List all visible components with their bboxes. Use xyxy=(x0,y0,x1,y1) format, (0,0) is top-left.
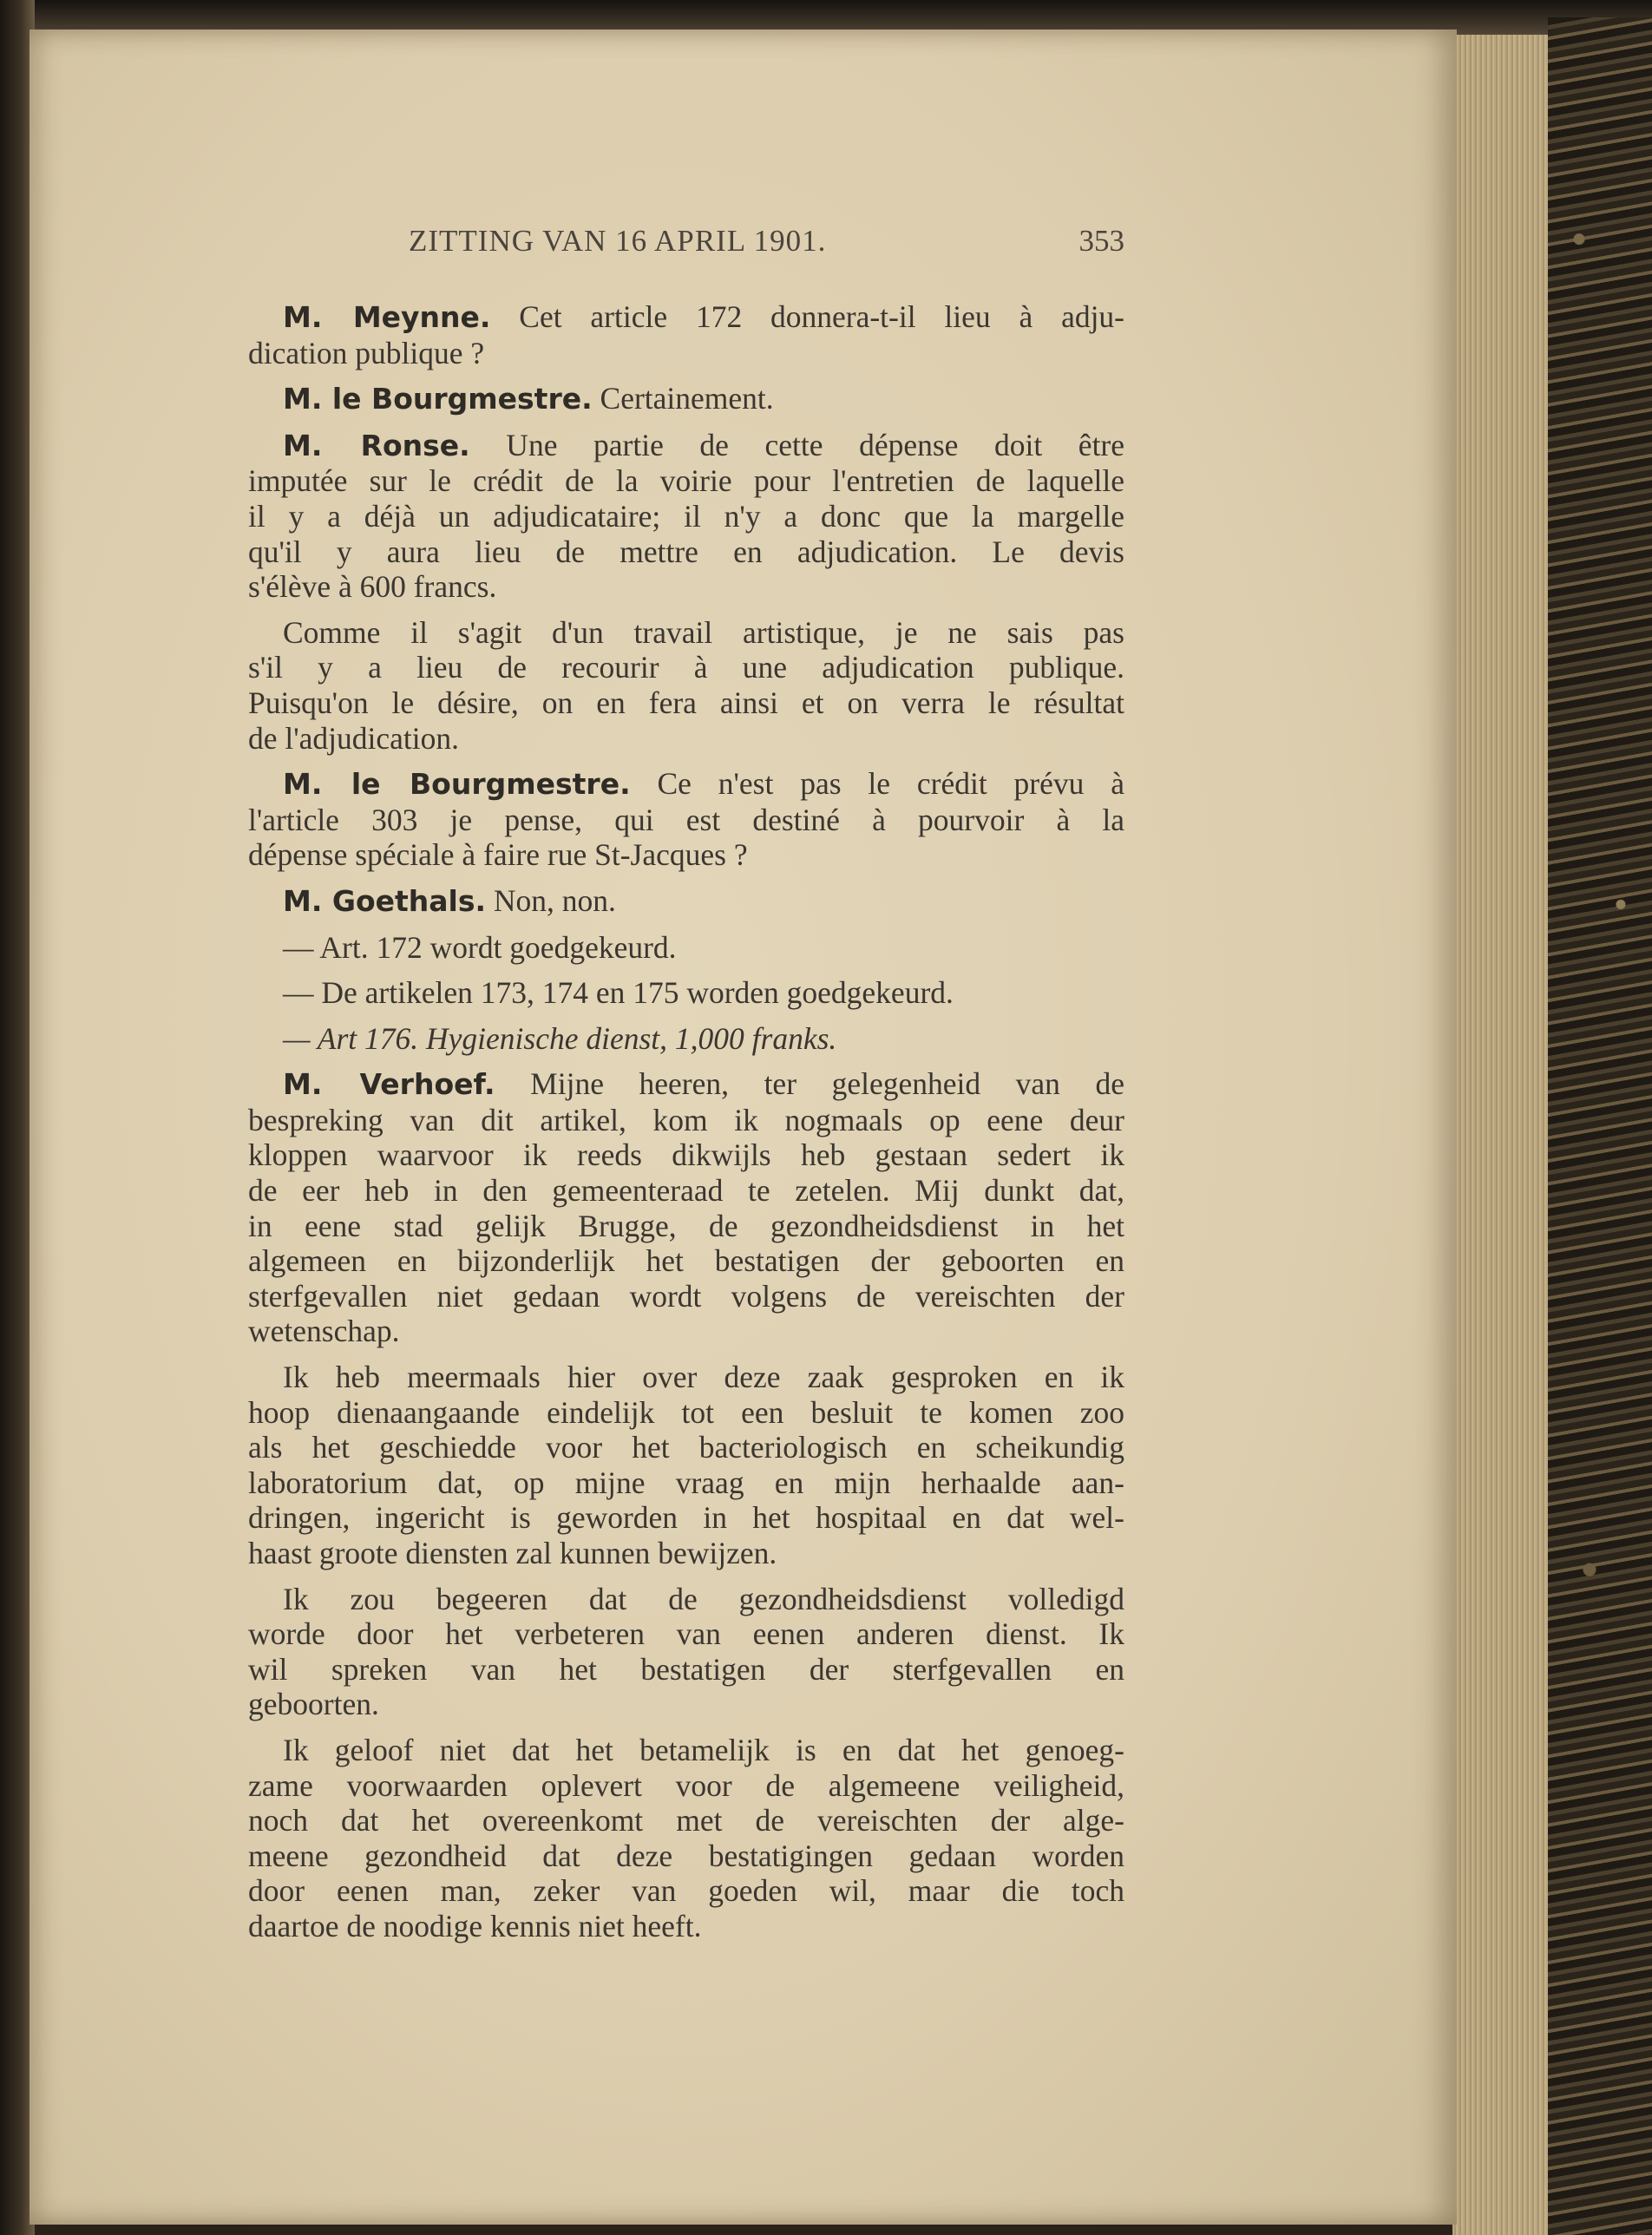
paragraph xyxy=(213,883,1124,920)
line-text: s'il y a lieu de recourir à une adjudication publique. xyxy=(248,650,1124,685)
text-line xyxy=(213,1209,1124,1244)
line-text: hoop dienaangaande eindelijk tot een besluit te komen zoo xyxy=(248,1394,1124,1430)
line-text: il y a déjà un adjudicataire; il n'y a donc que la margelle xyxy=(248,498,1124,534)
line-text: — Art. 172 wordt goedgekeurd. xyxy=(283,929,677,965)
line-text: qu'il y aura lieu de mettre en adjudication. Le devis xyxy=(248,534,1124,569)
line-text: s'élève à 600 francs. xyxy=(248,569,497,605)
paragraph xyxy=(213,381,1124,417)
paragraph xyxy=(213,299,1124,370)
text-line xyxy=(213,428,1124,464)
speaker-name: M. le Bourgmestre. xyxy=(283,767,631,802)
line-text: de l'adjudication. xyxy=(248,720,459,756)
text-line xyxy=(213,1021,1124,1057)
text-line xyxy=(213,1500,1124,1536)
speaker-name: M. Verhoef. xyxy=(283,1067,495,1102)
text-line xyxy=(213,1687,1124,1722)
text-line xyxy=(213,650,1124,685)
line-text: sterfgevallen niet gedaan wordt volgens de vereischten der xyxy=(248,1278,1124,1314)
line-text: kloppen waarvoor ik reeds dikwijls heb gestaan sedert ik xyxy=(248,1137,1124,1173)
line-text: Comme il s'agit d'un travail artistique, je ne sais pas xyxy=(283,614,1124,650)
text-line xyxy=(213,381,1124,417)
text-line xyxy=(213,336,1124,371)
paragraph xyxy=(213,1582,1124,1722)
line-text: Non, non. xyxy=(486,882,616,918)
page-stack-edge xyxy=(1452,35,1548,2235)
line-text: als het geschiedde voor het bacteriologisch en scheikundig xyxy=(248,1430,1124,1465)
text-line xyxy=(213,569,1124,605)
text-line xyxy=(213,1909,1124,1944)
line-text: Certainement. xyxy=(592,381,774,416)
line-text: dépense spéciale à faire rue St-Jacques ? xyxy=(248,837,748,873)
text-line xyxy=(213,1803,1124,1838)
line-text: worde door het verbeteren van eenen anderen dienst. Ik xyxy=(248,1616,1124,1652)
line-text: Mijne heeren, ter gelegenheid van de xyxy=(495,1066,1124,1102)
paragraph xyxy=(213,1021,1124,1057)
line-text: dication publique ? xyxy=(248,335,485,370)
text-line xyxy=(213,1173,1124,1209)
text-line xyxy=(213,1465,1124,1501)
line-text: bespreking van dit artikel, kom ik nogmaals op eene deur xyxy=(248,1102,1124,1137)
text-line xyxy=(213,1873,1124,1909)
line-text: Ce n'est pas le crédit prévu à xyxy=(630,766,1124,802)
paragraph xyxy=(213,1066,1124,1349)
text-line xyxy=(213,1243,1124,1279)
line-text: Une partie de cette dépense doit être xyxy=(469,427,1125,462)
line-text: haast groote diensten zal kunnen bewijzen. xyxy=(248,1536,777,1570)
line-text: geboorten. xyxy=(248,1687,379,1722)
line-text: imputée sur le crédit de la voirie pour l'entretien de laquelle xyxy=(248,463,1124,499)
text-line xyxy=(213,685,1124,721)
line-text: noch dat het overeenkomt met de vereischten der alge- xyxy=(248,1803,1124,1838)
line-text: Ik heb meermaals hier over deze zaak gesproken en ik xyxy=(283,1360,1124,1395)
text-line xyxy=(213,1066,1124,1103)
speaker-name: M. Ronse. xyxy=(283,428,470,462)
text-line xyxy=(213,1314,1124,1349)
line-text: meene gezondheid dat deze bestatigingen gedaan worden xyxy=(248,1838,1124,1873)
line-text: door eenen man, zeker van goeden wil, maar die toch xyxy=(248,1873,1124,1909)
page-body-text xyxy=(213,299,1124,1955)
line-text: algemeen en bijzonderlijk het bestatigen der geboorten en xyxy=(248,1243,1124,1279)
line-text: Puisqu'on le désire, on en fera ainsi et on verra le résultat xyxy=(248,685,1124,720)
line-text: Cet article 172 donnera-t-il lieu à adju- xyxy=(490,299,1125,334)
line-text: in eene stad gelijk Brugge, de gezondheidsdienst in het xyxy=(248,1208,1124,1243)
text-line xyxy=(213,499,1124,534)
text-line xyxy=(213,1536,1124,1571)
text-line xyxy=(213,930,1124,966)
line-text: de eer heb in den gemeenteraad te zetelen. Mij dunkt dat, xyxy=(248,1173,1124,1209)
text-line xyxy=(213,1652,1124,1688)
text-line xyxy=(213,1838,1124,1874)
text-line xyxy=(213,1582,1124,1617)
text-line xyxy=(213,299,1124,336)
page-number: 353 xyxy=(1078,224,1124,258)
marbled-fore-edge xyxy=(1548,17,1652,2235)
paragraph xyxy=(213,975,1124,1011)
text-line xyxy=(213,1733,1124,1768)
text-line xyxy=(213,615,1124,651)
text-line xyxy=(213,1279,1124,1314)
text-line xyxy=(213,534,1124,570)
text-line xyxy=(213,837,1124,873)
text-line xyxy=(213,1616,1124,1652)
line-text: dringen, ingericht is geworden in het hospitaal en dat wel- xyxy=(248,1500,1124,1536)
text-line xyxy=(213,1768,1124,1804)
text-line xyxy=(213,1395,1124,1431)
speaker-name: M. le Bourgmestre. xyxy=(283,382,593,416)
line-text: — Art 176. Hygienische dienst, 1,000 franks. xyxy=(283,1020,837,1056)
line-text: daartoe de noodige kennis niet heeft. xyxy=(248,1908,702,1943)
text-line xyxy=(213,975,1124,1011)
paragraph xyxy=(213,930,1124,966)
line-text: Ik geloof niet dat het betamelijk is en dat het genoeg- xyxy=(283,1732,1124,1767)
line-text: laboratorium dat, op mijne vraag en mijn herhaalde aan- xyxy=(248,1465,1124,1500)
line-text: l'article 303 je pense, qui est destiné à pourvoir à la xyxy=(248,802,1124,837)
paragraph xyxy=(213,615,1124,756)
paragraph xyxy=(213,1360,1124,1571)
line-text: wil spreken van het bestatigen der sterfgevallen en xyxy=(248,1651,1124,1687)
running-head-title: ZITTING VAN 16 APRIL 1901. xyxy=(409,224,827,258)
text-line xyxy=(213,721,1124,757)
text-line xyxy=(213,766,1124,803)
running-head xyxy=(213,224,1124,259)
paragraph xyxy=(213,428,1124,605)
speaker-name: M. Goethals. xyxy=(283,883,487,918)
text-line xyxy=(213,1137,1124,1173)
paragraph xyxy=(213,1733,1124,1944)
paragraph xyxy=(213,766,1124,873)
text-line xyxy=(213,463,1124,499)
line-text: Ik zou begeeren dat de gezondheidsdienst volledigd xyxy=(283,1581,1124,1616)
text-line xyxy=(213,1103,1124,1138)
line-text: — De artikelen 173, 174 en 175 worden goedgekeurd. xyxy=(283,975,954,1011)
text-line xyxy=(213,1430,1124,1465)
speaker-name: M. Meynne. xyxy=(283,300,491,334)
line-text: wetenschap. xyxy=(248,1314,400,1349)
text-line xyxy=(213,1360,1124,1395)
text-line xyxy=(213,883,1124,920)
text-line xyxy=(213,803,1124,838)
line-text: zame voorwaarden oplevert voor de algemeene veiligheid, xyxy=(248,1767,1124,1803)
